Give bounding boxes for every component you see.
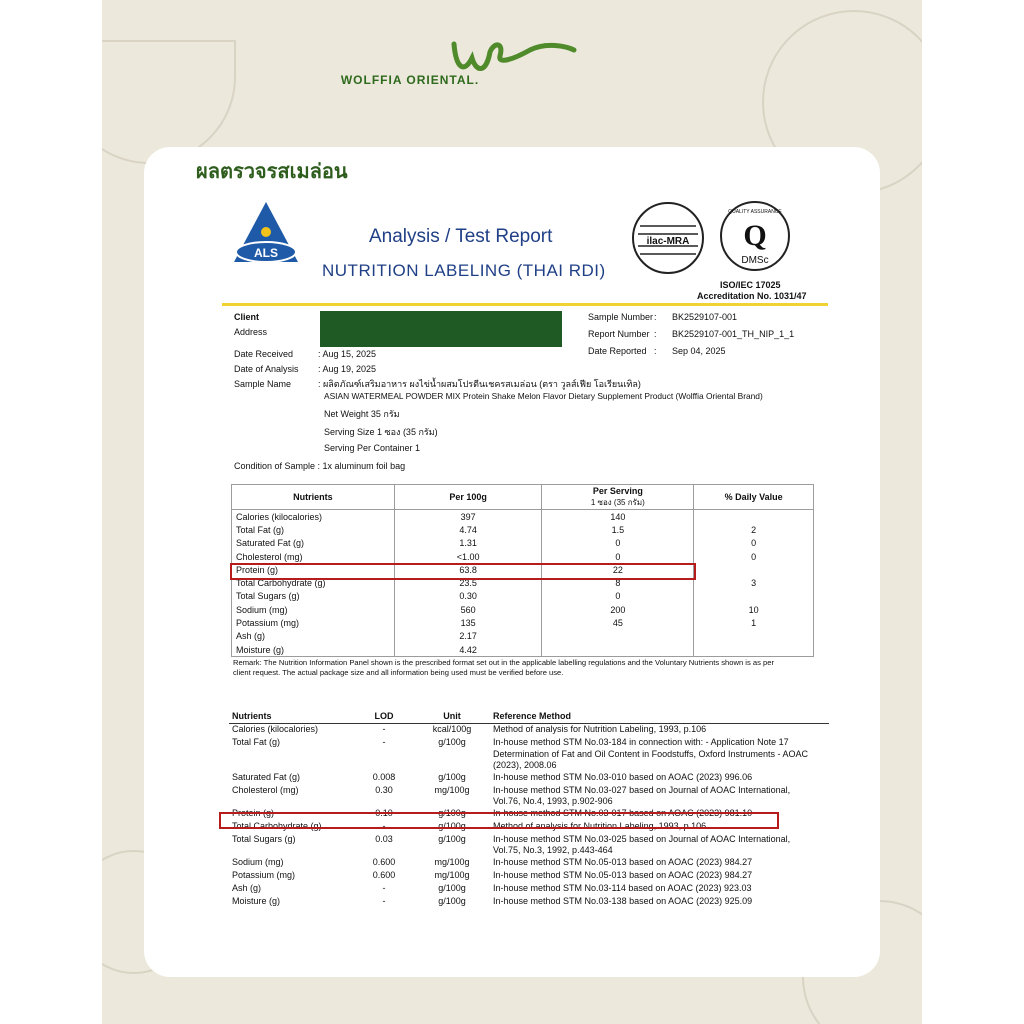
protein-highlight-box — [230, 563, 696, 580]
method-nutrient: Saturated Fat (g) — [232, 771, 301, 782]
nutrient-name: Sodium (mg) — [232, 603, 395, 616]
redacted-client-block — [320, 311, 562, 347]
dmsc-ring-text: QUALITY ASSURANCE — [728, 209, 782, 215]
per-serving-value — [542, 630, 694, 643]
client-label: Client — [234, 312, 260, 322]
nutrition-row — [232, 510, 814, 524]
nutrition-row — [232, 550, 814, 563]
method-reference — [490, 870, 829, 883]
method-unit: g/100g — [438, 895, 466, 906]
method-unit: mg/100g — [434, 869, 470, 880]
method-lod: - — [382, 737, 386, 747]
per-serving-value: 1.5 — [542, 523, 694, 536]
method-table-header — [229, 708, 829, 724]
method-lod: 0.10 — [375, 807, 393, 818]
daily-value — [694, 630, 814, 643]
als-logo-text: ALS — [254, 246, 278, 260]
dmsc-quality-icon — [718, 199, 792, 275]
method-nutrient: Cholesterol (mg) — [232, 784, 299, 795]
daily-value — [694, 643, 814, 657]
per-100g-value: 560 — [394, 603, 542, 616]
method-row — [229, 724, 829, 738]
per-100g-value: 135 — [394, 616, 542, 629]
sample-name-english: ASIAN WATERMEAL POWDER MIX Protein Shake Melon Flavor Dietary Supplement Product (Wolffia Oriental Brand) — [324, 391, 763, 401]
method-lod: - — [382, 820, 386, 831]
method-row — [229, 883, 829, 896]
reference-line: Vol.76, No.4, 1993, p.902-906 — [493, 796, 613, 806]
sample-number: BK2529107-001 — [672, 312, 738, 322]
per-100g-value: 4.74 — [394, 523, 542, 536]
method-nutrient: Sodium (mg) — [232, 856, 284, 867]
daily-value: 0 — [694, 550, 814, 563]
accreditation-line1: ISO/IEC 17025 — [720, 280, 781, 290]
method-lod: - — [382, 895, 386, 906]
report-title: Analysis / Test Report — [369, 226, 553, 247]
col-per-serving: Per Serving 1 ซอง (35 กรัม) — [542, 485, 694, 510]
reference-line: In-house method STM No.03-114 based on AOAC (2023) 923.03 — [493, 882, 752, 893]
daily-value — [694, 590, 814, 603]
per-100g-value: 0.30 — [394, 590, 542, 603]
nutrient-name: Total Sugars (g) — [232, 590, 395, 603]
col-nutrients: Nutrients — [232, 485, 395, 510]
reference-line: In-house method STM No.03-010 based on AOAC (2023) 996.06 — [493, 771, 753, 782]
date-analysis-label: Date of Analysis — [234, 364, 299, 374]
per-100g-value: <1.00 — [394, 550, 542, 563]
per-100g-value: 4.42 — [394, 643, 542, 657]
reference-line: In-house method STM No.03-027 based on Journal of AOAC International, — [493, 784, 791, 795]
brand-name: WOLFFIA ORIENTAL. — [340, 73, 480, 87]
nutrient-name: Saturated Fat (g) — [232, 537, 395, 550]
remark-line1: Remark: The Nutrition Information Panel shown is the prescribed format set out in the applicable labelling regulations and the Voluntary Nutrients shown is as per — [233, 658, 774, 667]
method-nutrient: Protein (g) — [232, 807, 275, 818]
nutrition-row — [232, 616, 814, 629]
method-col-unit: Unit — [414, 708, 490, 724]
nutrient-name: Total Carbohydrate (g) — [232, 576, 395, 589]
method-reference — [490, 834, 829, 857]
method-nutrient: Potassium (mg) — [232, 869, 296, 880]
reference-line: In-house method STM No.03-184 in connection with: - Application Note 17 — [493, 737, 789, 747]
daily-value: 2 — [694, 523, 814, 536]
method-col-reference: Reference Method — [490, 708, 829, 724]
nutrient-name: Calories (kilocalories) — [232, 510, 395, 524]
reference-line: In-house method STM No.05-013 based on AOAC (2023) 984.27 — [493, 856, 753, 867]
nutrition-row — [232, 603, 814, 616]
header-divider — [222, 303, 828, 306]
per-serving-value: 200 — [542, 603, 694, 616]
method-row — [229, 785, 829, 808]
per-serving-value: 0 — [542, 537, 694, 550]
method-lod: 0.30 — [375, 784, 393, 795]
method-row — [229, 772, 829, 785]
accreditation-line2: Accreditation No. 1031/47 — [697, 291, 807, 301]
ilac-mra-icon — [630, 200, 706, 276]
nutrient-name: Total Fat (g) — [232, 523, 395, 536]
daily-value — [694, 563, 814, 576]
method-unit: g/100g — [438, 737, 466, 747]
reference-line: In-house method STM No.03-017 based on AOAC (2023) 981.10 — [493, 807, 753, 818]
reference-line: In-house method STM No.03-025 based on Journal of AOAC International, — [493, 833, 791, 844]
method-nutrient: Total Fat (g) — [232, 737, 281, 747]
method-unit: g/100g — [438, 882, 466, 893]
nutrition-row — [232, 523, 814, 536]
svg-text:Q: Q — [743, 219, 767, 252]
sample-name-thai: : ผลิตภัณฑ์เสริมอาหาร ผงไข่น้ำผสมโปรตีนเชครสเมล่อน (ตรา วูลส์เฟีย โอเรียนเทิล) — [318, 379, 641, 389]
reference-line: In-house method STM No.03-138 based on AOAC (2023) 925.09 — [493, 895, 753, 906]
method-lod: 0.600 — [372, 869, 396, 880]
method-nutrient: Ash (g) — [232, 882, 262, 893]
method-table — [229, 708, 829, 909]
address-label: Address — [234, 327, 268, 337]
method-lod: 0.008 — [372, 771, 396, 782]
serving-per-container: Serving Per Container 1 — [324, 443, 421, 453]
method-nutrient: Total Carbohydrate (g) — [232, 820, 322, 831]
method-col-lod: LOD — [354, 708, 414, 724]
daily-value — [694, 510, 814, 524]
per-serving-value: 0 — [542, 550, 694, 563]
per-serving-value: 140 — [542, 510, 694, 524]
method-unit: g/100g — [438, 807, 466, 818]
per-100g-value: 63.8 — [394, 563, 542, 576]
daily-value: 1 — [694, 616, 814, 629]
report-number: BK2529107-001_TH_NIP_1_1 — [672, 329, 795, 339]
date-received-value: : Aug 15, 2025 — [318, 349, 377, 359]
net-weight: Net Weight 35 กรัม — [324, 409, 400, 419]
als-logo-icon — [232, 200, 300, 266]
nutrient-name: Moisture (g) — [232, 643, 395, 657]
method-reference — [490, 724, 829, 738]
date-reported-label: Date Reported — [588, 346, 647, 356]
method-unit: mg/100g — [434, 784, 470, 795]
method-lod: 0.600 — [372, 856, 396, 867]
method-reference — [490, 737, 829, 772]
nutrition-row — [232, 537, 814, 550]
method-unit: mg/100g — [434, 856, 470, 867]
reference-line: Vol.75, No.3, 1992, p.443-464 — [493, 845, 613, 855]
protein-method-highlight-box — [219, 812, 779, 829]
per-100g-value: 397 — [394, 510, 542, 524]
nutrient-name: Cholesterol (mg) — [232, 550, 395, 563]
method-lod: 0.03 — [375, 833, 393, 844]
date-received-label: Date Received — [234, 349, 294, 359]
method-unit: g/100g — [438, 820, 466, 831]
per-serving-value: 22 — [542, 563, 694, 576]
method-col-nutrients: Nutrients — [229, 708, 354, 724]
method-unit: kcal/100g — [432, 724, 472, 734]
nutrient-name: Ash (g) — [232, 630, 395, 643]
ilac-text: ilac-MRA — [646, 236, 690, 247]
reference-line: Method of analysis for Nutrition Labeling, 1993, p.106 — [493, 820, 707, 831]
page-title: ผลตรวจรสเมล่อน — [196, 161, 348, 183]
method-nutrient: Total Sugars (g) — [232, 833, 296, 844]
nutrient-name: Protein (g) — [232, 563, 395, 576]
nutrition-row — [232, 630, 814, 643]
date-analysis-value: : Aug 19, 2025 — [318, 364, 377, 374]
method-nutrient: Moisture (g) — [232, 895, 281, 906]
reference-line: (2023), 2008.06 — [493, 760, 557, 770]
daily-value: 10 — [694, 603, 814, 616]
method-lod: - — [382, 724, 386, 734]
report-subtitle: NUTRITION LABELING (THAI RDI) — [322, 261, 606, 280]
per-serving-value — [542, 643, 694, 657]
reference-line: In-house method STM No.05-013 based on AOAC (2023) 984.27 — [493, 869, 753, 880]
per-serving-value: 45 — [542, 616, 694, 629]
nutrient-name: Potassium (mg) — [232, 616, 395, 629]
method-row — [229, 857, 829, 870]
sample-condition: Condition of Sample : 1x aluminum foil bag — [234, 461, 406, 471]
nutrition-row — [232, 590, 814, 603]
per-100g-value: 2.17 — [394, 630, 542, 643]
method-unit: g/100g — [438, 771, 466, 782]
report-number-label: Report Number — [588, 329, 650, 339]
serving-size: Serving Size 1 ซอง (35 กรัม) — [324, 427, 438, 437]
date-reported: Sep 04, 2025 — [672, 346, 726, 356]
nutrition-row — [232, 643, 814, 657]
daily-value: 0 — [694, 537, 814, 550]
nutrition-table-header — [232, 485, 814, 510]
method-reference — [490, 772, 829, 785]
daily-value: 3 — [694, 576, 814, 589]
method-reference — [490, 896, 829, 909]
method-unit: g/100g — [438, 833, 466, 844]
method-reference — [490, 785, 829, 808]
per-100g-value: 23.5 — [394, 576, 542, 589]
per-serving-value: 0 — [542, 590, 694, 603]
method-row — [229, 737, 829, 772]
method-row — [229, 896, 829, 909]
method-lod: - — [382, 882, 386, 893]
reference-line: Determination of Fat and Oil Content in Foodstuffs, Oxford Instruments - AOAC — [493, 748, 808, 759]
col-per-100g: Per 100g — [394, 485, 542, 510]
reference-line: Method of analysis for Nutrition Labeling, 1993, p.106 — [493, 724, 707, 734]
per-serving-value: 8 — [542, 576, 694, 589]
remark-line2: client request. The actual package size and all information being used must be verified before use. — [233, 668, 564, 677]
per-100g-value: 1.31 — [394, 537, 542, 550]
method-reference — [490, 857, 829, 870]
dmsc-text: DMSc — [741, 255, 769, 266]
method-row — [229, 870, 829, 883]
sample-number-label: Sample Number — [588, 312, 654, 322]
method-row — [229, 834, 829, 857]
method-nutrient: Calories (kilocalories) — [232, 724, 319, 734]
wolffia-logo-icon — [442, 38, 582, 78]
method-reference — [490, 883, 829, 896]
sample-name-label: Sample Name — [234, 379, 292, 389]
col-daily-value: % Daily Value — [694, 485, 814, 510]
